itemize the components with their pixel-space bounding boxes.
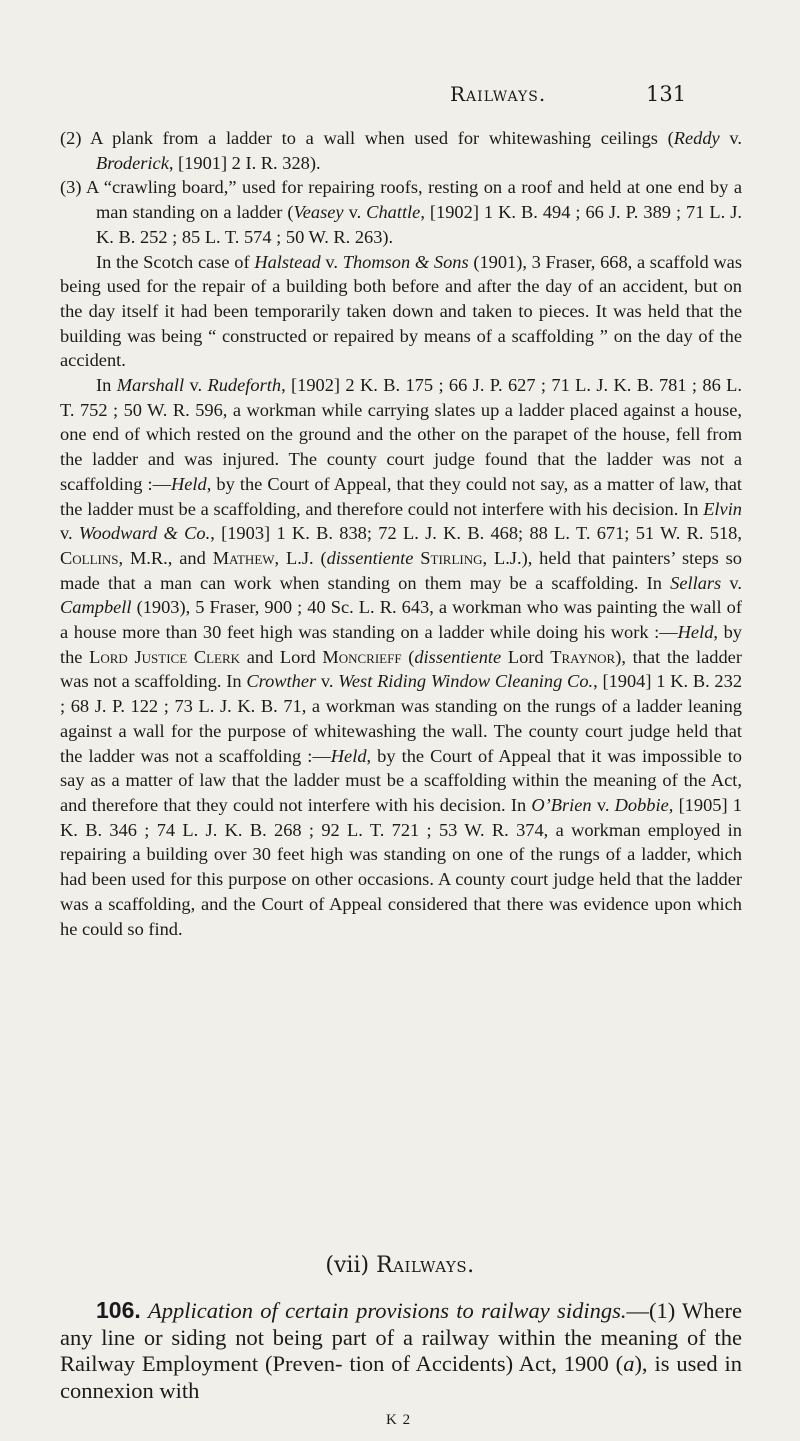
section-heading: (vii) Railways. bbox=[325, 1253, 475, 1278]
list-item-3: (3) A “crawling board,” used for repairing roofs, resting on a roof and held at one end by a man standing on a ladder (Veasey v. Chattle, [1902] 1 K. B. 494 ; 66 J. P. 389 ; 71 L. J. K. B. 252 ; 85 L. T. 574 ; 50 W. R. 263). bbox=[60, 177, 742, 247]
paragraph-ladder-cases: In Marshall v. Rudeforth, [1902] 2 K. B. 175 ; 66 J. P. 627 ; 71 L. J. K. B. 781 ; 86 L. T. 752 ; 50 W. R. 596, a workman while carrying slates up a ladder placed against a house, one end of which rested on the ground and the other on the parapet of the house, fell from the ladder and was injured. The county court judge found that the ladder was not a scaffolding :—Held, by the Court of Appeal, that they could not say, as a matter of law, that the ladder must be a scaffolding, and therefore could not interfere with his decision. In Elvin v. Woodward & Co., [1903] 1 K. B. 838; 72 L. J. K. B. 468; 88 L. T. 671; 51 W. R. 518, Collins, M.R., and Mathew, L.J. (dissentiente Stirling, L.J.), held that painters’ steps so made that a man can work when standing on them may be a scaffolding. In Sellars v. Campbell (1903), 5 Fraser, 900 ; 40 Sc. L. R. 643, a workman who was painting the wall of a house more than 30 feet high was standing on a ladder while doing his work :—Held, by the Lord Justice Clerk and Lord Moncrieff (dissentiente Lord Traynor), that the ladder was not a scaffolding. In Crowther v. West Riding Window Cleaning Co., [1904] 1 K. B. 232 ; 68 J. P. 122 ; 73 L. J. K. B. 71, a workman was standing on the rungs of a ladder leaning against a wall for the purpose of whitewashing the wall. The county court judge held that the ladder was not a scaffolding :—Held, by the Court of Appeal that it was impossible to say as a matter of law that the ladder must be a scaffolding within the meaning of the Act, and therefore that they could not interfere with his decision. In O’Brien v. Dobbie, [1905] 1 K. B. 346 ; 74 L. J. K. B. 268 ; 92 L. T. 721 ; 53 W. R. 374, a workman employed in repairing a building over 30 feet high was standing on one of the rungs of a ladder, which had been used for this purpose on other occasions. A county court judge held that the ladder was a scaffolding, and the Court of Appeal considered that there was evidence upon which he could so find. bbox=[60, 375, 743, 939]
section-106-text: 106. Application of certain provisions to railway sidings.—(1) Where any line or siding not being part of a railway within the meaning of the Railway Employment (Preven- tion of Accidents) Act, 1900 (a), is used in connexion with bbox=[60, 1297, 743, 1403]
running-title: Railways. bbox=[450, 82, 547, 106]
running-head bbox=[0, 82, 800, 116]
section-106 bbox=[60, 1297, 742, 1404]
signature-mark: K 2 bbox=[386, 1412, 412, 1428]
list-item-2: (2) A plank from a ladder to a wall when used for whitewashing ceilings (Reddy v. Broderick, [1901] 2 I. R. 328). bbox=[60, 128, 742, 173]
page-number: 131 bbox=[646, 82, 687, 106]
body-text bbox=[60, 126, 742, 941]
paragraph-halstead: In the Scotch case of Halstead v. Thomson & Sons (1901), 3 Fraser, 668, a scaffold was being used for the repair of a building both before and after the day of an accident, but on the day itself it had been temporarily taken down and taken to pieces. It was held that the building was being “ constructed or repaired by means of a scaffolding ” on the day of the accident. bbox=[60, 251, 743, 371]
